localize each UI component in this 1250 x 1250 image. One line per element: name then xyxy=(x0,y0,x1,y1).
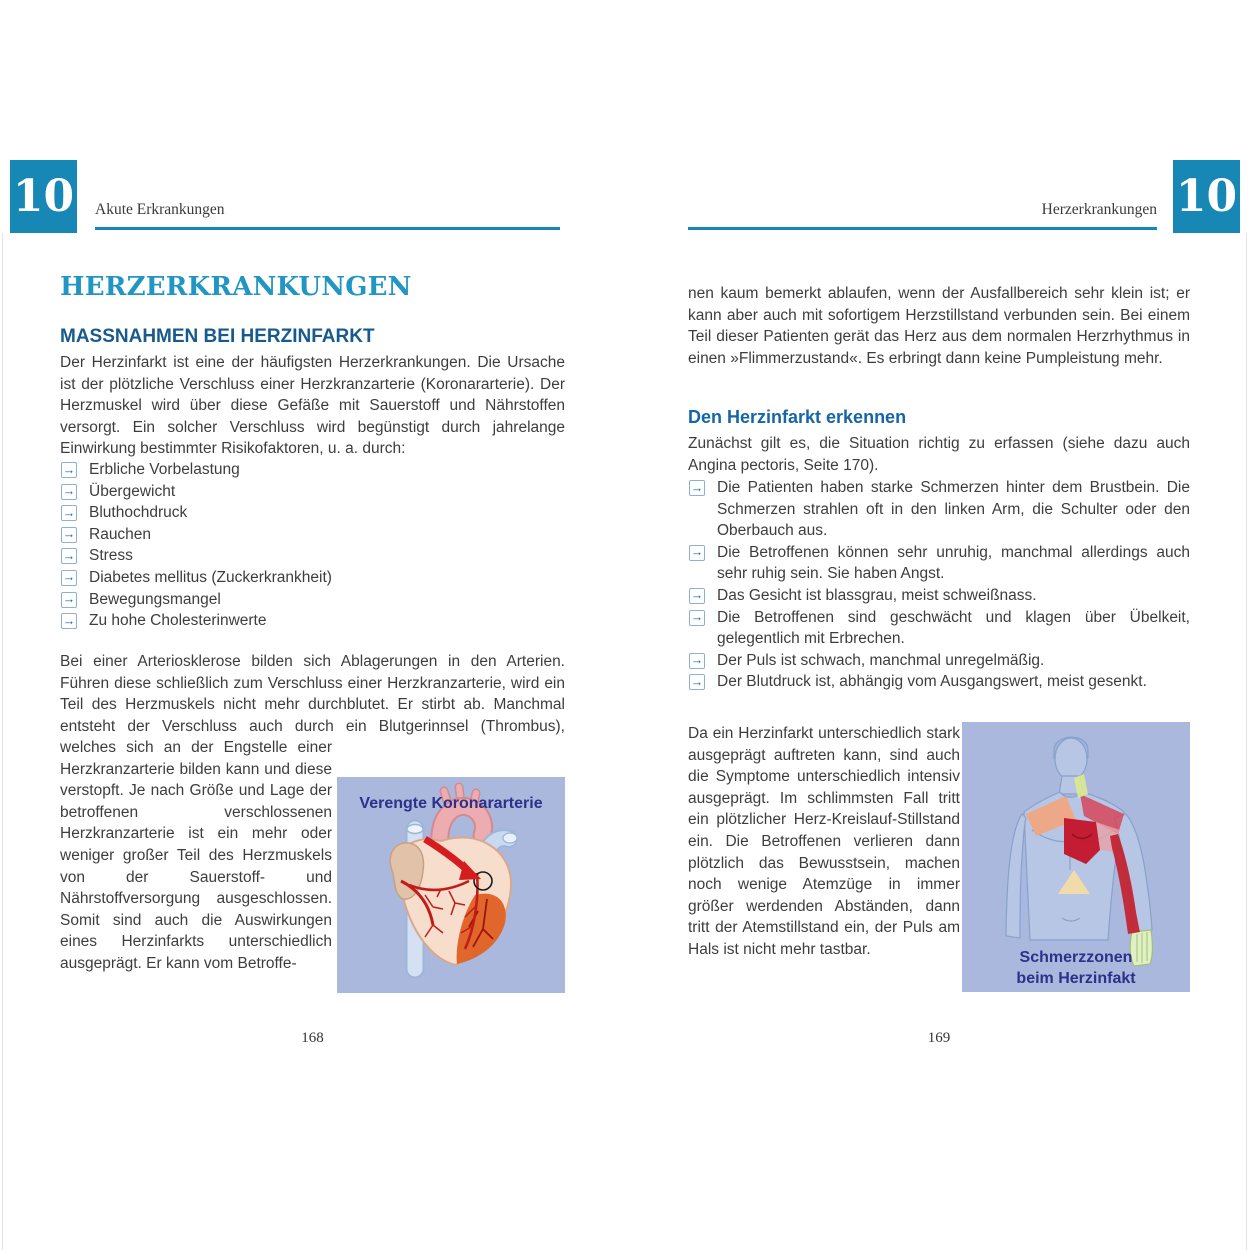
page-number-left: 168 xyxy=(301,1030,324,1046)
list-item xyxy=(60,567,565,589)
risk-factor-list xyxy=(60,459,565,632)
arrow-right-icon: → xyxy=(62,527,76,542)
coronary-artery-illustration xyxy=(337,777,565,993)
header-rule-right xyxy=(688,227,1157,230)
arrow-right-icon: → xyxy=(62,548,76,563)
list-item-label: Bluthochdruck xyxy=(89,504,188,522)
list-item-label: Bewegungsmangel xyxy=(89,590,221,608)
coronary-artery-figure xyxy=(337,777,565,993)
list-item xyxy=(688,671,1190,693)
list-item xyxy=(688,542,1190,585)
arrow-right-icon: → xyxy=(62,613,76,628)
page-title: HERZERKRANKUNGEN xyxy=(60,272,412,302)
header-rule-left xyxy=(95,227,560,230)
figure-caption-painzones-line2: beim Herzinfakt xyxy=(1016,970,1136,987)
paragraph-zunaechst: Zunächst gilt es, die Situation richtig zu erfassen (siehe dazu auch Angina pectoris, Seite 170). xyxy=(688,435,1190,474)
list-item-label: Zu hohe Cholesterinwerte xyxy=(89,612,267,630)
text-figure-row-right xyxy=(688,717,1190,992)
list-item xyxy=(688,477,1190,542)
paragraph-continuation-right: nen kaum bemerkt ablaufen, wenn der Ausfallbereich sehr klein ist; er kann aber auch mit sofortigem Herzstillstand verbunden sein. Bei einem Teil dieser Patienten gerät das Herz aus dem normalen Herzrhythmus in einen »Flimmerzustand«. Es erbringt dann keine Pumpleistung mehr. xyxy=(688,285,1190,367)
arrow-right-icon: → xyxy=(690,480,704,495)
running-head-right: Herzerkrankungen xyxy=(1041,201,1157,218)
list-item-label: Die Betroffenen können sehr unruhig, manchmal allerdings auch sehr ruhig sein. Sie haben Angst. xyxy=(717,543,1190,583)
arrow-right-icon: → xyxy=(62,570,76,585)
section-heading-erkennen: Den Herzinfarkt erkennen xyxy=(688,407,907,427)
figure-caption-coronary: Verengte Koronararterie xyxy=(359,795,543,812)
paragraph-intro-left: Der Herzinfarkt ist eine der häufigsten Herzerkrankungen. Die Ursache ist der plötzliche Verschluss einer Herzkranzarterie (Koronararterie). Der Herzmuskel wird über diese Gefäße mit Sauerstoff und Nährstoffen versorgt. Ein solcher Verschluss wird begünstigt durch jahrelange Einwirkung bestimmter Risikofaktoren, u. a. durch: xyxy=(60,354,565,458)
pain-zones-illustration xyxy=(962,722,1190,992)
chapter-number-box-left xyxy=(10,160,77,233)
list-item-label: Stress xyxy=(89,547,133,565)
arrow-right-icon: → xyxy=(690,653,704,668)
pain-zones-figure xyxy=(962,722,1190,992)
paragraph-wrap-left: welches sich an der Engstelle einer Herzkranzarterie bilden kann und diese verstopft. Je nach Größe und Lage der betroffenen verschlossenen Herzkranzarterie ist ein mehr oder weniger großer Teil des Herzmuskels von der Sauerstoff- und Nährstoffversorgung ausgeschlossen. Somit sind auch die Auswirkungen eines Herzinfarkts unterschiedlich ausgeprägt. Er kann vom Betroffe- xyxy=(60,739,332,972)
chapter-number-box-right xyxy=(1173,160,1240,233)
arrow-right-icon: → xyxy=(690,588,704,603)
arrow-right-icon: → xyxy=(62,505,76,520)
list-item-label: Diabetes mellitus (Zuckerkrankheit) xyxy=(89,568,332,586)
list-item-label: Der Puls ist schwach, manchmal unregelmäßig. xyxy=(717,651,1045,669)
list-item-label: Die Patienten haben starke Schmerzen hinter dem Brustbein. Die Schmerzen strahlen oft in den linken Arm, die Schulter oder den Oberbauch aus. xyxy=(717,479,1190,540)
list-item-label: Der Blutdruck ist, abhängig vom Ausgangswert, meist gesenkt. xyxy=(717,673,1147,691)
arrow-right-icon: → xyxy=(690,674,704,689)
list-item xyxy=(60,502,565,524)
list-item xyxy=(60,524,565,546)
section-heading-massnahmen: MASSNAHMEN BEI HERZINFARKT xyxy=(60,326,375,347)
paragraph-wrap-right: Da ein Herzinfarkt unterschiedlich stark ausgeprägt auftreten kann, sind auch die Symptome unterschiedlich intensiv ausgeprägt. Im schlimmsten Fall tritt ein plötzlicher Herz-Kreislauf-Stillstand ein. Die Betroffenen verlieren dann plötzlich das Bewusstsein, machen noch wenige Atemzüge in immer größer werdenden Abständen, dann tritt der Atemstillstand ein, der Puls am Hals ist nicht mehr tastbar. xyxy=(688,725,960,958)
list-item xyxy=(688,607,1190,650)
page-edge-right xyxy=(1246,233,1247,1250)
chapter-number: 10 xyxy=(12,171,75,222)
symptom-list xyxy=(688,477,1190,693)
list-item xyxy=(60,459,565,481)
list-item xyxy=(688,650,1190,672)
list-item-label: Rauchen xyxy=(89,525,152,543)
list-item xyxy=(60,610,565,632)
list-item xyxy=(60,545,565,567)
list-item-label: Die Betroffenen sind geschwächt und klagen über Übelkeit, gelegentlich mit Erbrechen. xyxy=(717,608,1190,648)
text-figure-row-left xyxy=(60,737,565,993)
figure-caption-painzones-line1: Schmerzzonen xyxy=(1019,949,1133,966)
list-item xyxy=(60,481,565,503)
list-item-label: Erbliche Vorbelastung xyxy=(89,461,240,478)
arrow-right-icon: → xyxy=(62,592,76,607)
list-item xyxy=(60,589,565,611)
list-item-label: Übergewicht xyxy=(89,482,176,500)
arrow-right-icon: → xyxy=(690,545,704,560)
list-item-label: Das Gesicht ist blassgrau, meist schweißnass. xyxy=(717,586,1037,604)
paragraph-arteriosklerose: Bei einer Arteriosklerose bilden sich Ablagerungen in den Arterien. Führen diese schließlich zum Verschluss einer Herzkranzarterie, wird ein Teil des Herzmuskels nicht mehr durchblutet. Er stirbt ab. Manchmal entsteht der Verschluss auch durch ein Blutgerinnsel (Thrombus), xyxy=(60,653,565,735)
arrow-right-icon: → xyxy=(62,462,76,477)
page-number-right: 169 xyxy=(927,1030,951,1046)
page-edge-left xyxy=(2,233,3,1250)
running-head-left: Akute Erkrankungen xyxy=(95,201,225,218)
arrow-right-icon: → xyxy=(62,484,76,499)
arrow-right-icon: → xyxy=(690,610,704,625)
chapter-number: 10 xyxy=(1175,171,1238,222)
list-item xyxy=(688,585,1190,607)
